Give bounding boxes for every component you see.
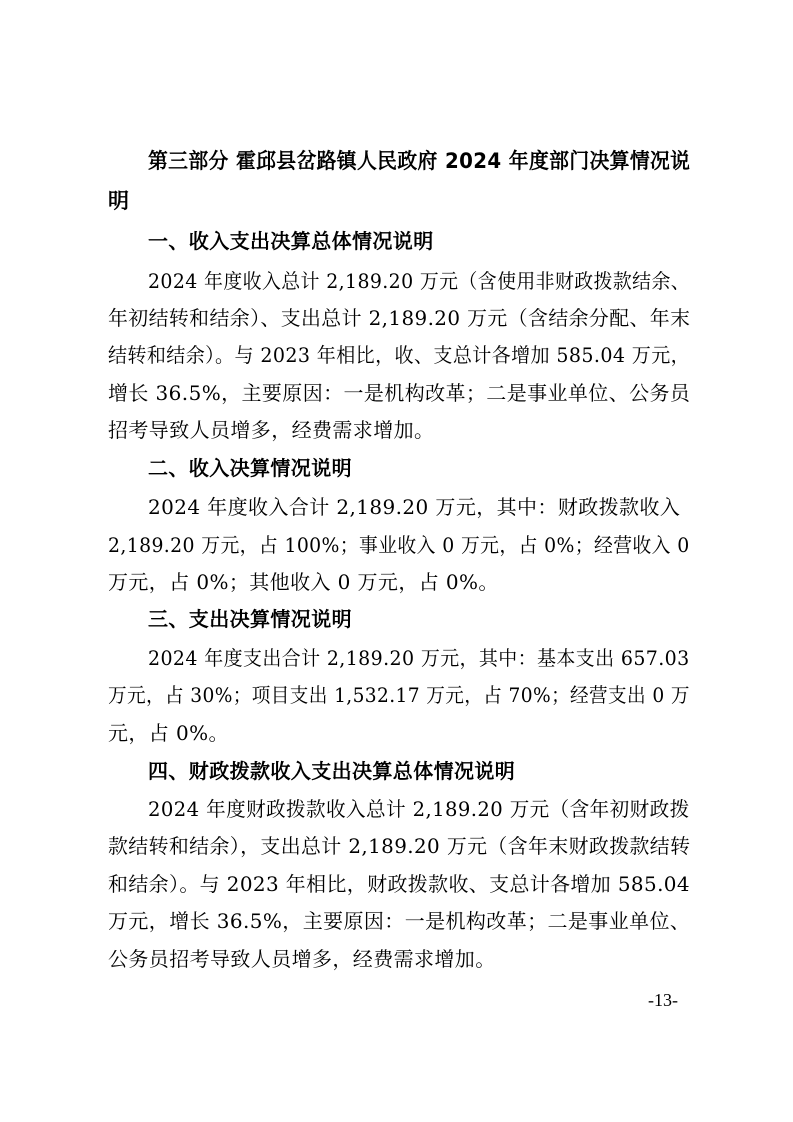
paragraph-line: 万元，占 30%；项目支出 1,532.17 万元，占 70%；经营支出 0 万 (108, 683, 690, 707)
paragraph-line: 增长 36.5%，主要原因：一是机构改革；二是事业单位、公务员 (108, 381, 691, 405)
paragraph-line: 2024 年度收入总计 2,189.20 万元（含使用非财政拨款结余、 (148, 269, 691, 293)
paragraph-line: 2024 年度财政拨款收入总计 2,189.20 万元（含年初财政拨 (148, 797, 690, 821)
paragraph-line: 2,189.20 万元，占 100%；事业收入 0 万元，占 0%；经营收入 0 (108, 533, 690, 557)
paragraph-line: 招考导致人员增多，经费需求增加。 (108, 418, 435, 442)
section-heading: 四、财政拨款收入支出决算总体情况说明 (148, 759, 516, 783)
paragraph-line: 结转和结余）。与 2023 年相比，收、支总计各增加 585.04 万元， (108, 343, 691, 367)
paragraph-line: 和结余）。与 2023 年相比，财政拨款收、支总计各增加 585.04 (108, 872, 690, 896)
paragraph-line: 2024 年度收入合计 2,189.20 万元，其中：财政拨款收入 (148, 495, 681, 519)
section-heading: 二、收入决算情况说明 (148, 456, 352, 480)
paragraph-line: 年初结转和结余）、支出总计 2,189.20 万元（含结余分配、年末 (108, 306, 691, 330)
paragraph-line: 2024 年度支出合计 2,189.20 万元，其中：基本支出 657.03 (148, 646, 690, 670)
document-title-line-2: 明 (108, 189, 130, 213)
page-number: -13- (648, 990, 678, 1010)
section-heading: 三、支出决算情况说明 (148, 607, 352, 631)
paragraph-line: 万元，占 0%；其他收入 0 万元，占 0%。 (108, 570, 499, 594)
paragraph-line: 元，占 0%。 (108, 721, 229, 745)
paragraph-line: 款结转和结余），支出总计 2,189.20 万元（含年末财政拨款结转 (108, 834, 691, 858)
section-heading: 一、收入支出决算总体情况说明 (148, 229, 434, 253)
document-title-line-1: 第三部分 霍邱县岔路镇人民政府 2024 年度部门决算情况说 (148, 149, 691, 173)
paragraph-line: 万元，增长 36.5%，主要原因：一是机构改革；二是事业单位、 (108, 909, 691, 933)
paragraph-line: 公务员招考导致人员增多，经费需求增加。 (108, 947, 496, 971)
